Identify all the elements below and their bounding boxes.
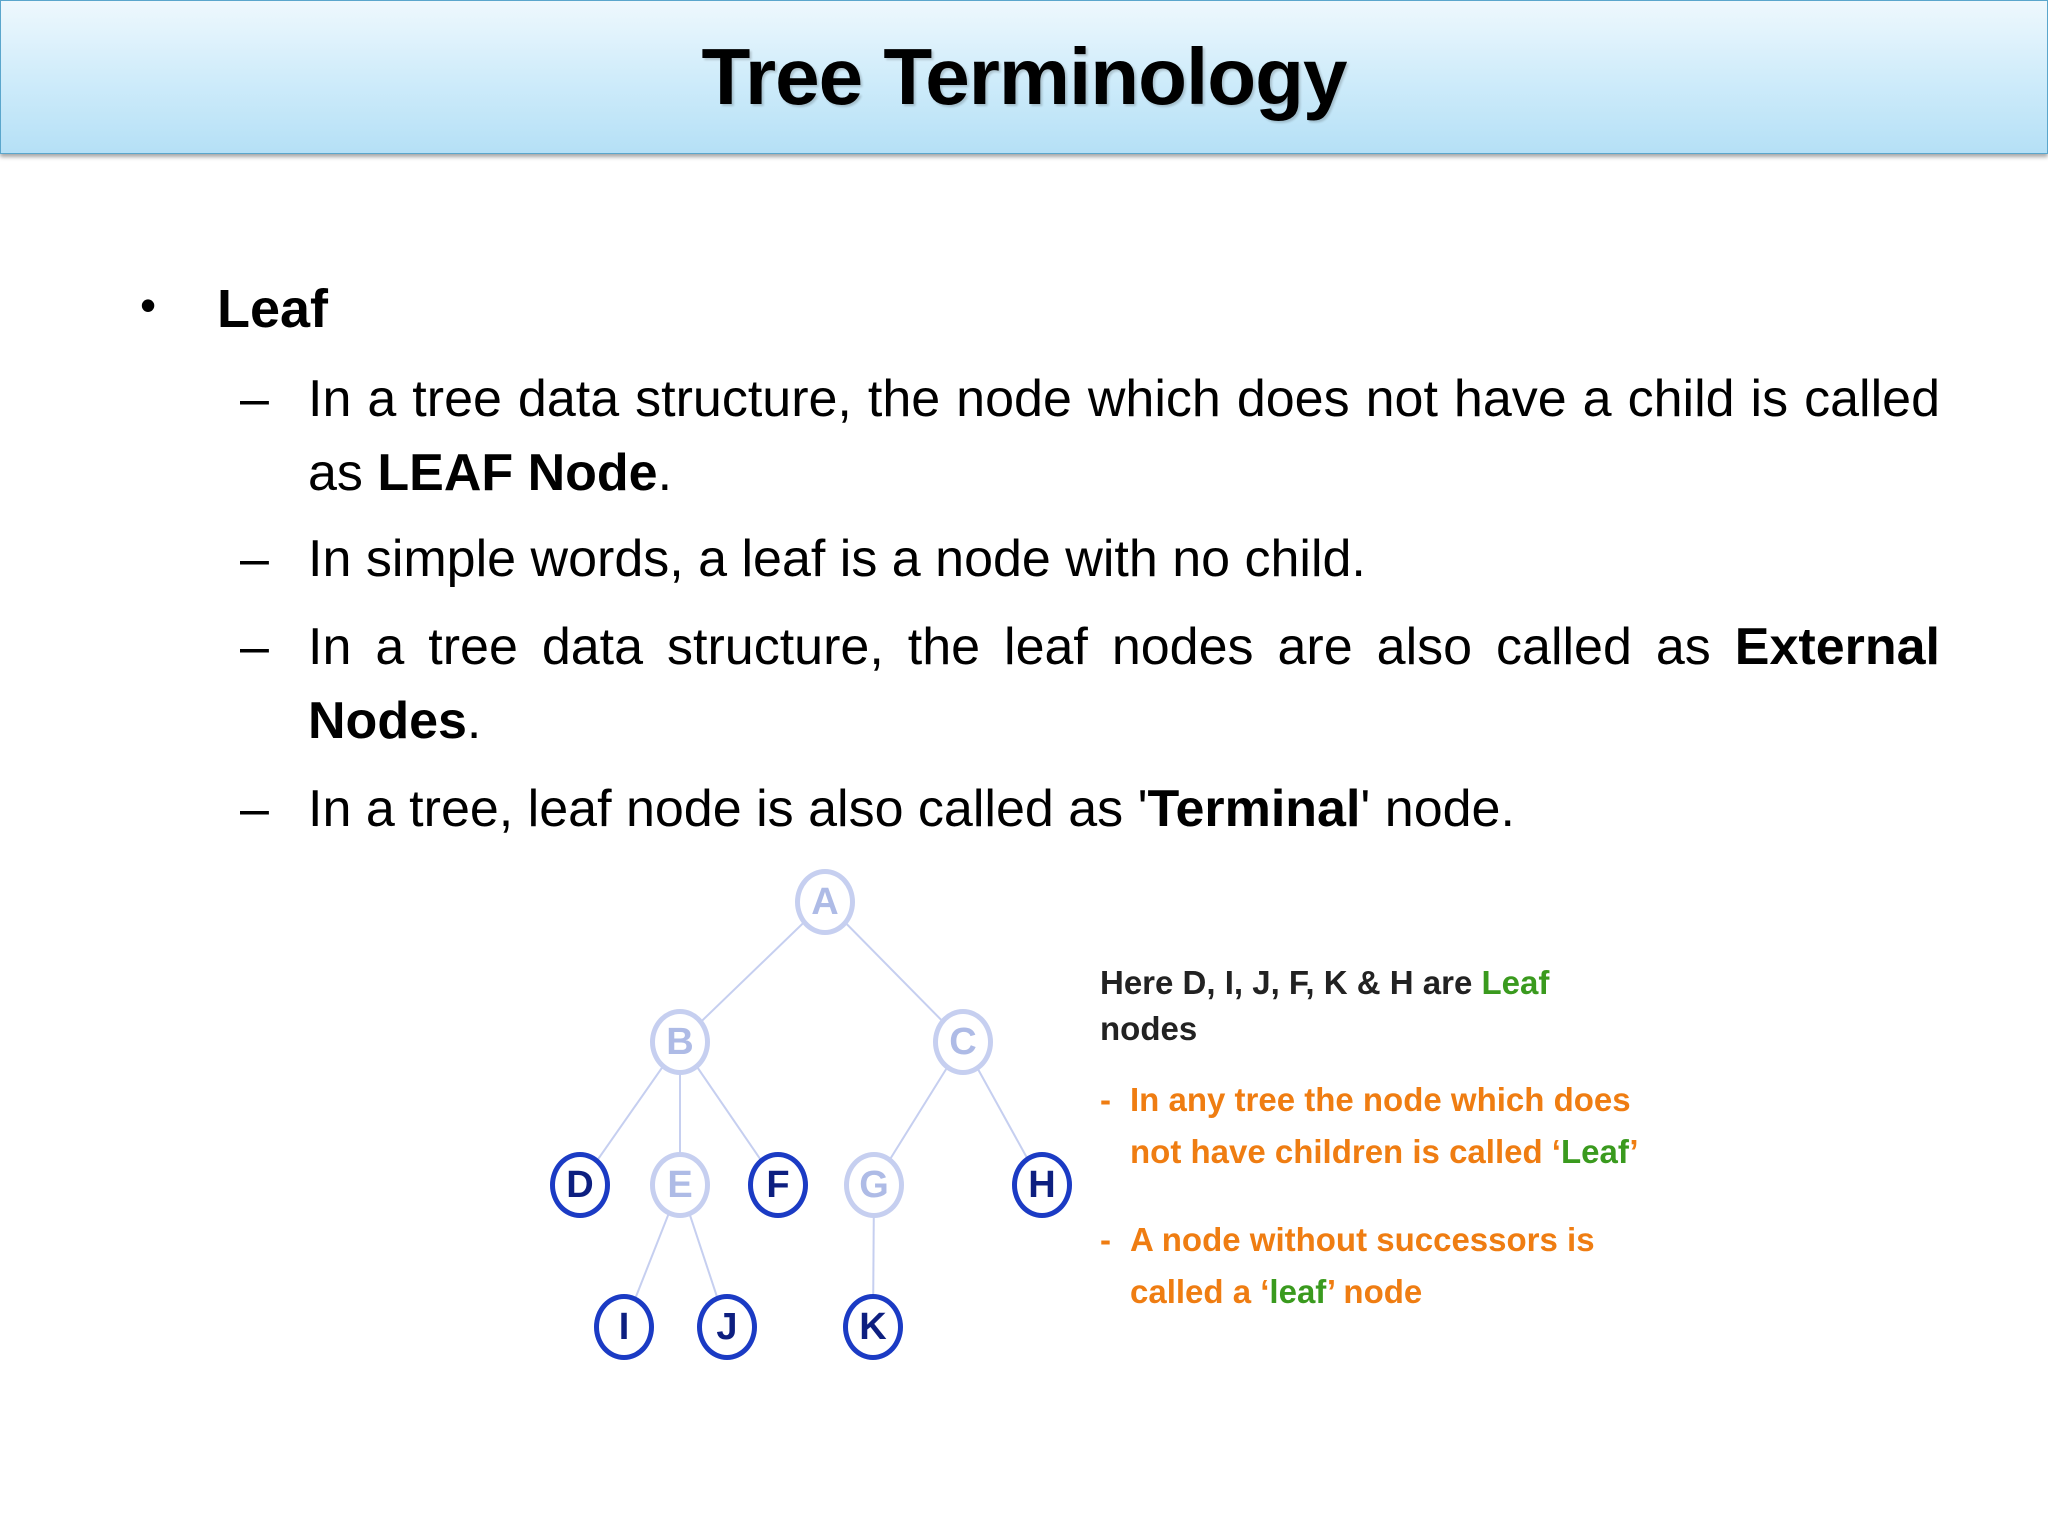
subpoint-1 bbox=[240, 362, 1940, 510]
bold-term: LEAF Node bbox=[377, 444, 658, 502]
tree-node-B: B bbox=[650, 1009, 710, 1075]
bullet-heading: Leaf bbox=[217, 279, 329, 339]
dash-marker: – bbox=[240, 370, 269, 428]
tree-node-H: H bbox=[1012, 1152, 1072, 1218]
tree-node-G: G bbox=[844, 1152, 904, 1218]
subpoint-text: In a tree data structure, the node which does not have a child is called as LEAF Node. bbox=[308, 370, 1940, 502]
tree-diagram bbox=[540, 850, 1100, 1380]
bold-term: External Nodes bbox=[308, 618, 1940, 750]
tree-node-C: C bbox=[933, 1009, 993, 1075]
dash-marker: – bbox=[240, 618, 269, 676]
subpoint-3 bbox=[240, 610, 1940, 758]
tree-node-E: E bbox=[650, 1152, 710, 1218]
slide-title: Tree Terminology bbox=[701, 32, 1347, 121]
tree-node-A: A bbox=[795, 869, 855, 935]
subpoint-4 bbox=[240, 772, 1940, 846]
note-item-1: - In any tree the node which does not have children is called ‘Leaf’ bbox=[1100, 1081, 1639, 1170]
bold-term: Terminal bbox=[1147, 780, 1361, 838]
tree-node-J: J bbox=[697, 1294, 757, 1360]
bullet-marker: • bbox=[140, 279, 157, 331]
title-bar bbox=[0, 0, 2048, 154]
subpoint-text: In a tree data structure, the leaf nodes are also called as External Nodes. bbox=[308, 618, 1940, 750]
dash-marker: – bbox=[240, 530, 269, 588]
dash-marker: – bbox=[240, 780, 269, 838]
subpoint-text: In a tree, leaf node is also called as 'Terminal' node. bbox=[308, 780, 1515, 838]
tree-node-F: F bbox=[748, 1152, 808, 1218]
subpoint-text: In simple words, a leaf is a node with no child. bbox=[308, 530, 1366, 588]
subpoint-2 bbox=[240, 522, 1940, 596]
note-item-2: - A node without successors is called a ‘leaf’ node bbox=[1100, 1221, 1595, 1310]
note-heading: Here D, I, J, F, K & H are Leaf nodes bbox=[1100, 964, 1550, 1047]
tree-node-D: D bbox=[550, 1152, 610, 1218]
tree-node-I: I bbox=[594, 1294, 654, 1360]
leaf-note bbox=[1100, 960, 1640, 1318]
tree-node-K: K bbox=[843, 1294, 903, 1360]
